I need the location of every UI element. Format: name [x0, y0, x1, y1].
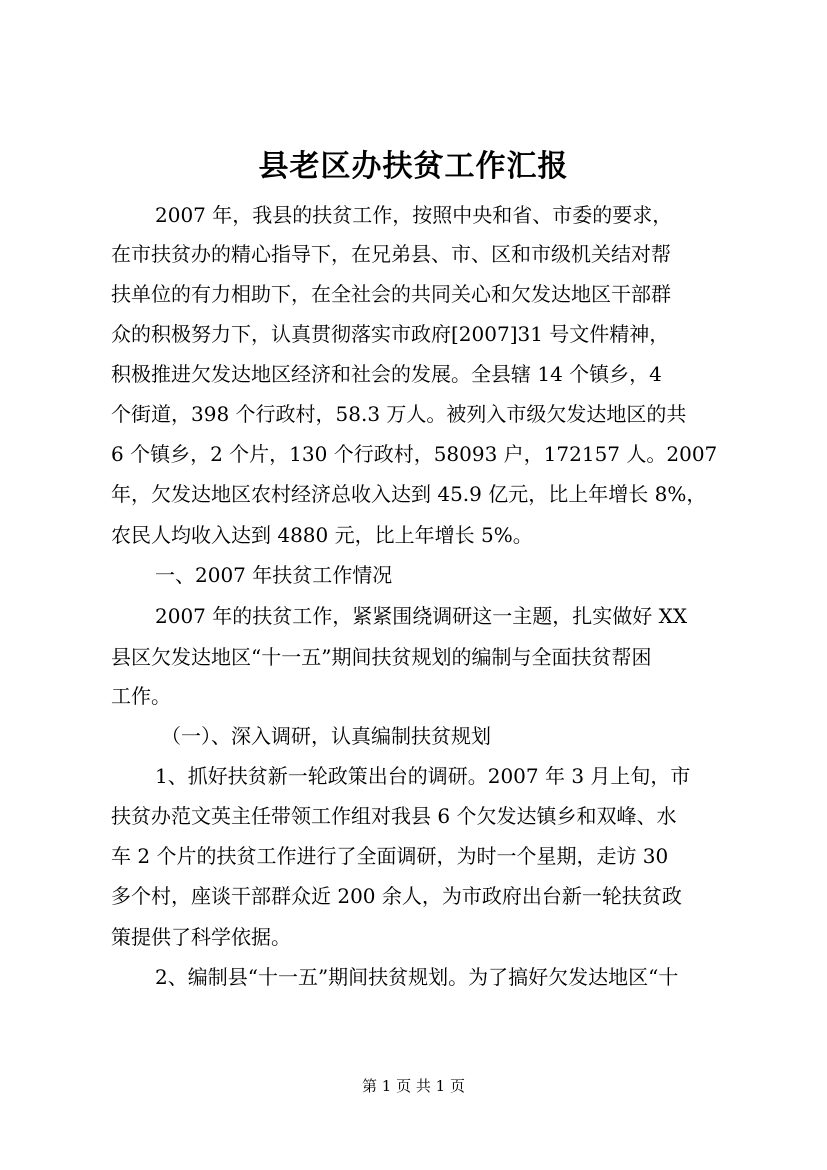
- body-line: 在市扶贫办的精心指导下，在兄弟县、市、区和市级机关结对帮: [111, 242, 671, 266]
- page-number: 第 1 页 共 1 页: [362, 1077, 465, 1095]
- body-line: 个街道，398 个行政村，58.3 万人。被列入市级欠发达地区的共: [111, 402, 687, 426]
- body-line: 扶单位的有力相助下，在全社会的共同关心和欠发达地区干部群: [111, 282, 671, 306]
- body-line: 扶贫办范文英主任带领工作组对我县 6 个欠发达镇乡和双峰、水: [111, 804, 677, 828]
- body-line: 2007 年，我县的扶贫工作，按照中央和省、市委的要求，: [155, 203, 673, 227]
- document-title: 县老区办扶贫工作汇报: [258, 149, 569, 184]
- body-line: 策提供了科学依据。: [111, 925, 291, 949]
- body-line: 6 个镇乡，2 个片，130 个行政村，58093 户，172157 人。2007: [111, 442, 718, 466]
- body-line: 年，欠发达地区农村经济总收入达到 45.9 亿元，比上年增长 8%，: [111, 482, 707, 506]
- body-line: 2007 年的扶贫工作，紧紧围绕调研这一主题，扎实做好 XX: [155, 604, 688, 628]
- body-line: 县区欠发达地区“十一五”期间扶贫规划的编制与全面扶贫帮困: [111, 645, 652, 669]
- body-line: 农民人均收入达到 4880 元，比上年增长 5%。: [111, 523, 533, 547]
- body-line: 车 2 个片的扶贫工作进行了全面调研，为时一个星期，走访 30: [111, 844, 669, 868]
- body-line: 积极推进欠发达地区经济和社会的发展。全县辖 14 个镇乡，4: [111, 362, 662, 386]
- subsection-heading: （一）、深入调研，认真编制扶贫规划: [161, 724, 491, 748]
- section-heading: 一、2007 年扶贫工作情况: [155, 563, 393, 587]
- body-line: 众的积极努力下，认真贯彻落实市政府[2007]31 号文件精神，: [111, 322, 670, 346]
- body-line: 2、编制县“十一五”期间扶贫规划。为了搞好欠发达地区“十: [155, 965, 679, 989]
- body-line: 工作。: [111, 684, 171, 708]
- body-line: 多个村，座谈干部群众近 200 余人，为市政府出台新一轮扶贫政: [111, 884, 682, 908]
- body-line: 1、抓好扶贫新一轮政策出台的调研。2007 年 3 月上旬，市: [155, 764, 691, 788]
